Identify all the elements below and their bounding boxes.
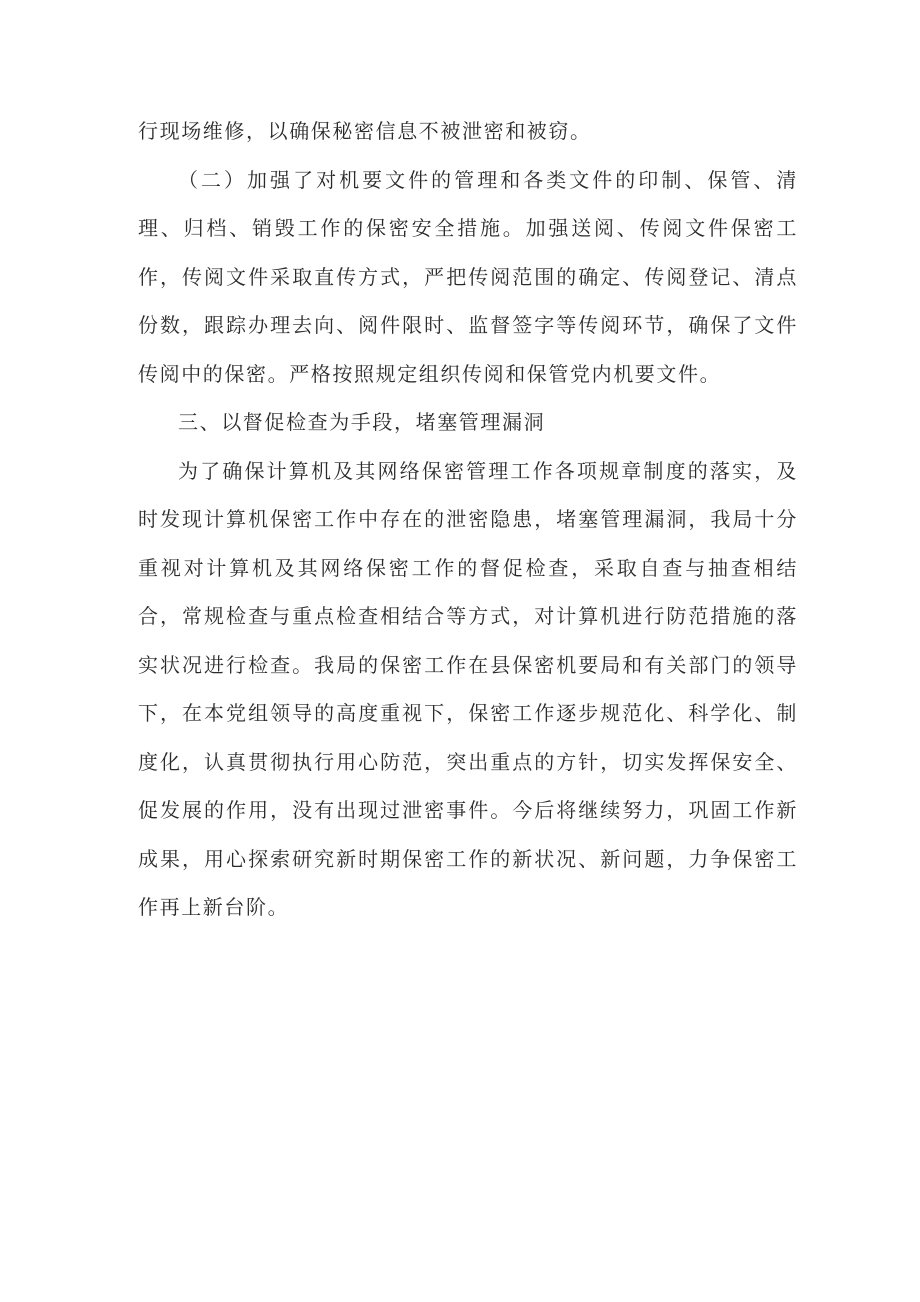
document-body bbox=[138, 107, 798, 932]
paragraph-continuation: 行现场维修，以确保秘密信息不被泄密和被窃。 bbox=[138, 119, 592, 143]
paragraph-inspection: 为了确保计算机及其网络保密管理工作各项规章制度的落实，及时发现计算机保密工作中存在的泄密隐患，堵塞管理漏洞，我局十分重视对计算机及其网络保密工作的督促检查，采取自查与抽查相结合，常规检查与重点检查相结合等方式，对计算机进行防范措施的落实状况进行检查。我局的保密工作在县保密机要局和有关部门的领导下，在本党组领导的高度重视下，保密工作逐步规范化、科学化、制度化，认真贯彻执行用心防范，突出重点的方针，切实发挥保安全、促发展的作用，没有出现过泄密事件。今后将继续努力，巩固工作新成果，用心探索研究新时期保密工作的新状况、新问题，力争保密工作再上新台阶。 bbox=[138, 458, 798, 919]
paragraph-file-management: （二）加强了对机要文件的管理和各类文件的印制、保管、清理、归档、销毁工作的保密安全措施。加强送阅、传阅文件保密工作，传阅文件采取直传方式，严把传阅范围的确定、传阅登记、清点份数，跟踪办理去向、阅件限时、监督签字等传阅环节，确保了文件传阅中的保密。严格按照规定组织传阅和保管党内机要文件。 bbox=[138, 167, 798, 386]
section-heading: 三、以督促检查为手段，堵塞管理漏洞 bbox=[178, 410, 546, 434]
